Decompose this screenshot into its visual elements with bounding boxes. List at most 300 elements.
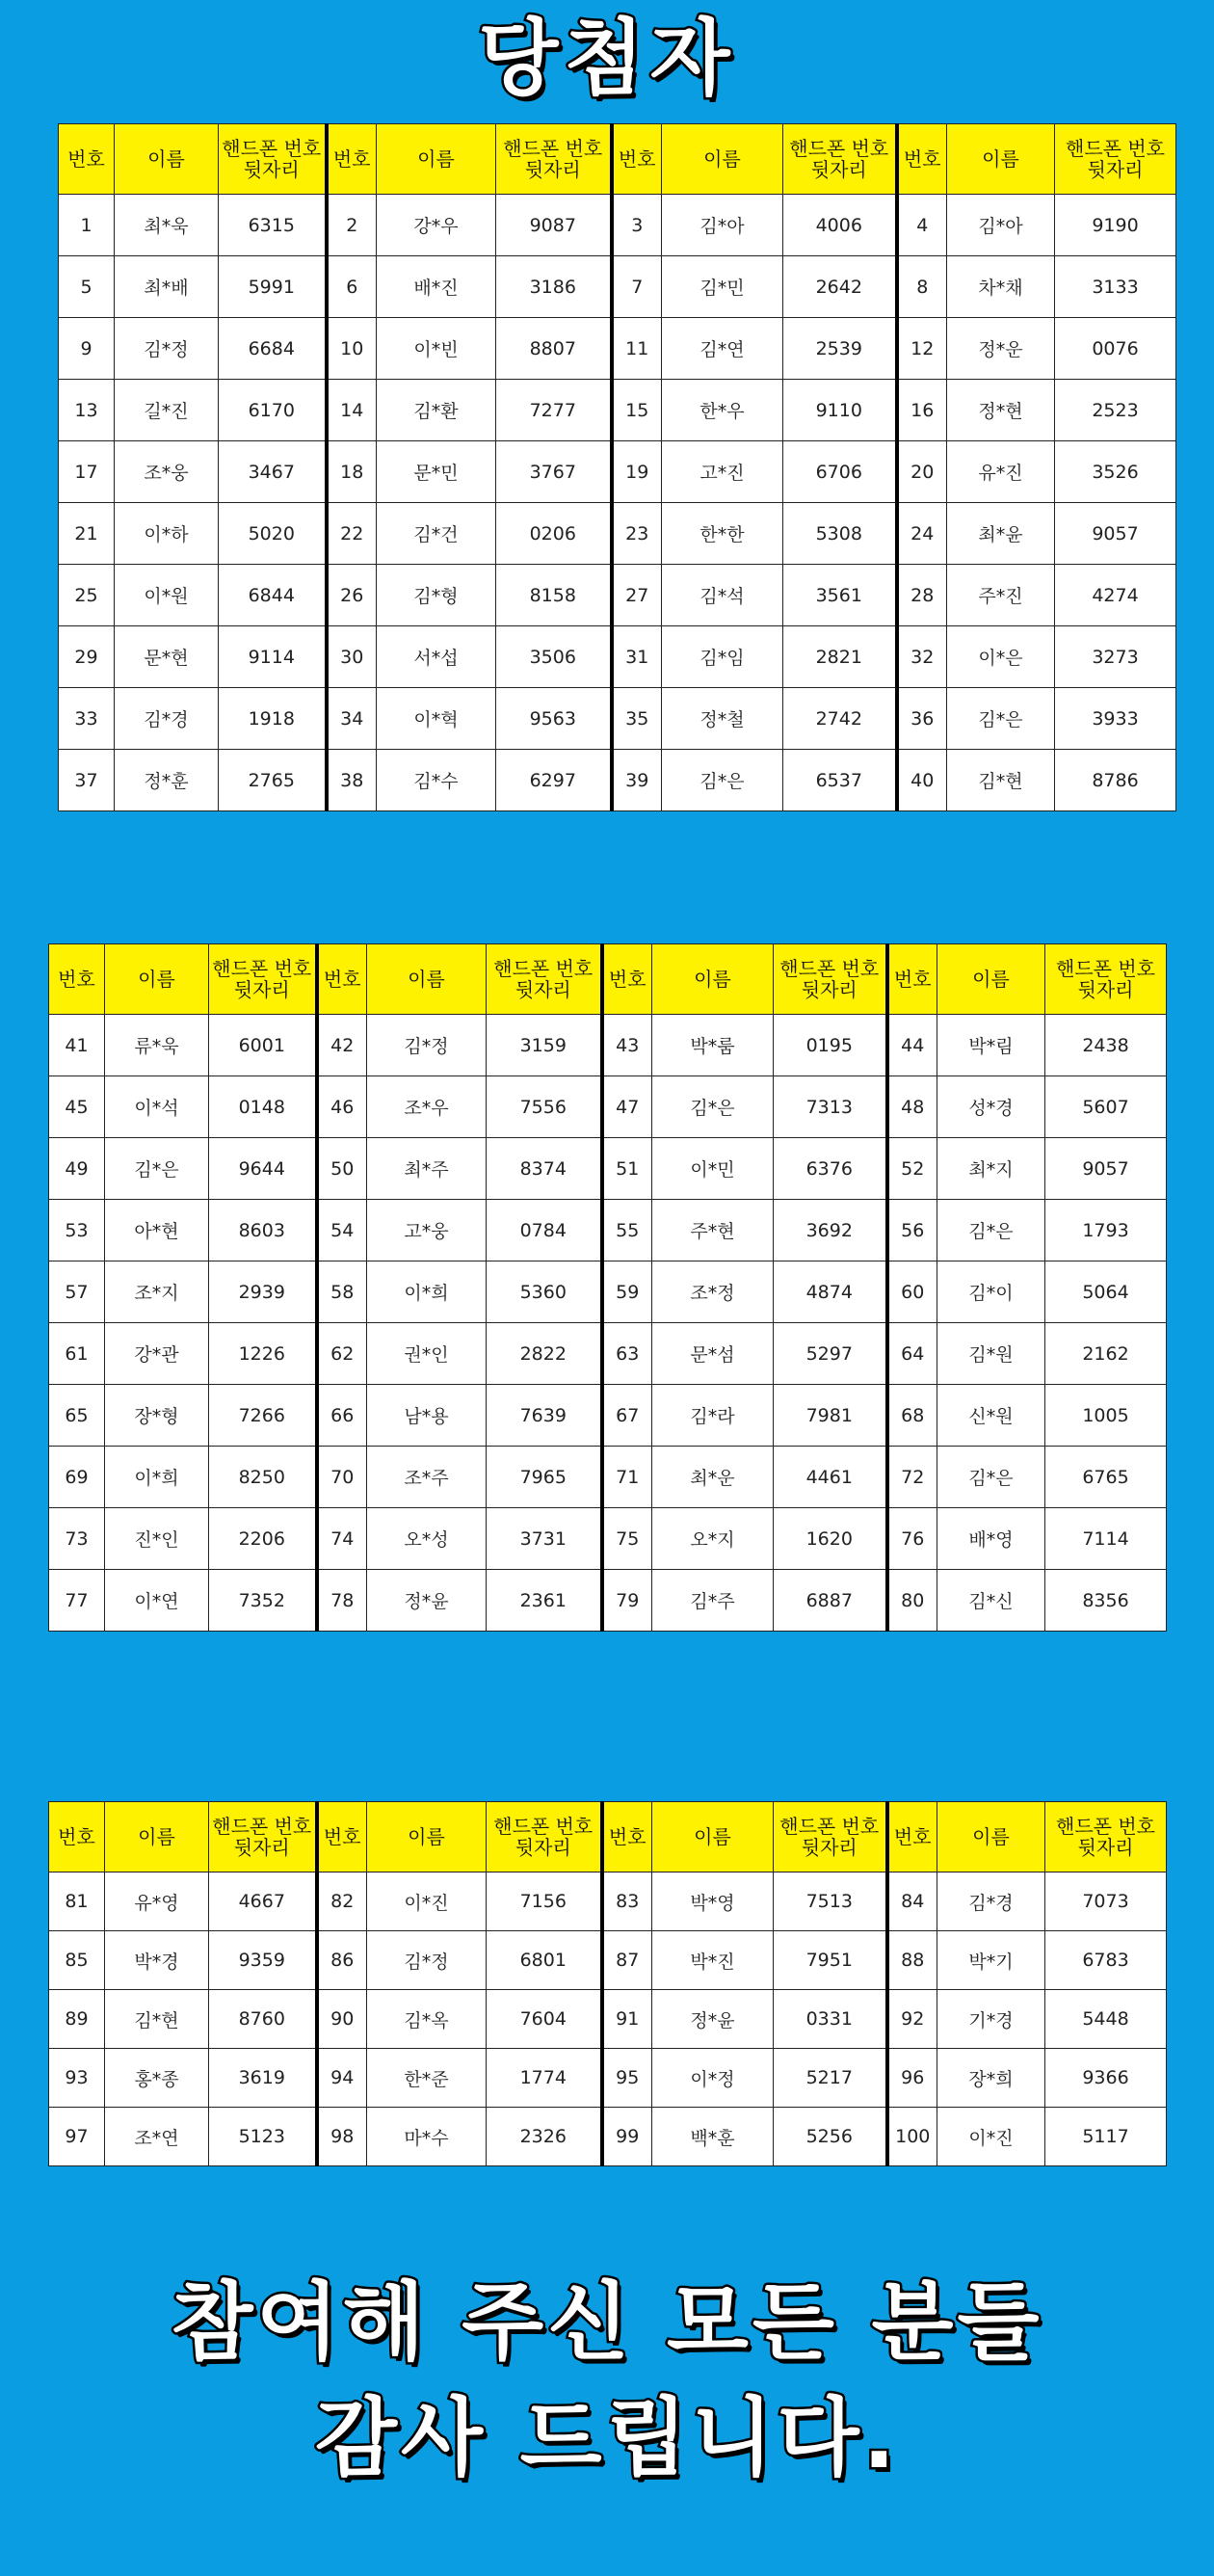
cell-phone: 6765: [1045, 1447, 1167, 1508]
header-num: 번호: [49, 944, 105, 1015]
cell-phone: 9087: [496, 195, 612, 256]
cell-phone: 2162: [1045, 1323, 1167, 1385]
cell-name: 주*진: [947, 565, 1055, 626]
cell-name: 이*은: [947, 626, 1055, 688]
cell-name: 김*원: [937, 1323, 1045, 1385]
cell-name: 최*욱: [115, 195, 219, 256]
header-phone: 핸드폰 번호 뒷자리: [774, 1802, 887, 1872]
cell-name: 최*배: [115, 256, 219, 318]
cell-phone: 8786: [1055, 750, 1176, 811]
cell-name: 문*민: [377, 441, 496, 503]
cell-name: 이*석: [105, 1076, 209, 1138]
cell-phone: 3561: [783, 565, 897, 626]
cell-phone: 2326: [487, 2108, 602, 2166]
header-name: 이름: [367, 1802, 487, 1872]
cell-phone: 7114: [1045, 1508, 1167, 1570]
table-row: [59, 750, 1176, 811]
cell-phone: 7266: [209, 1385, 317, 1447]
cell-num: 17: [59, 441, 115, 503]
cell-num: 8: [897, 256, 947, 318]
cell-name: 김*형: [377, 565, 496, 626]
cell-phone: 7639: [487, 1385, 602, 1447]
cell-name: 김*석: [662, 565, 783, 626]
cell-num: 63: [602, 1323, 652, 1385]
table-row: [59, 318, 1176, 380]
cell-num: 7: [612, 256, 662, 318]
cell-num: 43: [602, 1015, 652, 1076]
cell-num: 99: [602, 2108, 652, 2166]
cell-phone: 9190: [1055, 195, 1176, 256]
cell-phone: 2438: [1045, 1015, 1167, 1076]
cell-name: 주*현: [652, 1200, 774, 1261]
cell-phone: 8158: [496, 565, 612, 626]
cell-name: 정*철: [662, 688, 783, 750]
cell-name: 문*현: [115, 626, 219, 688]
cell-phone: 6001: [209, 1015, 317, 1076]
cell-phone: 7156: [487, 1872, 602, 1931]
table-row: [49, 1570, 1167, 1632]
cell-name: 김*은: [947, 688, 1055, 750]
cell-name: 조*주: [367, 1447, 487, 1508]
cell-num: 20: [897, 441, 947, 503]
cell-name: 정*운: [947, 318, 1055, 380]
cell-name: 김*연: [662, 318, 783, 380]
cell-phone: 2206: [209, 1508, 317, 1570]
cell-phone: 2939: [209, 1261, 317, 1323]
cell-num: 48: [887, 1076, 937, 1138]
cell-phone: 3273: [1055, 626, 1176, 688]
cell-phone: 9057: [1045, 1138, 1167, 1200]
cell-num: 32: [897, 626, 947, 688]
cell-phone: 3731: [487, 1508, 602, 1570]
cell-phone: 7981: [774, 1385, 887, 1447]
cell-name: 최*주: [367, 1138, 487, 1200]
cell-name: 김*정: [367, 1015, 487, 1076]
cell-num: 95: [602, 2049, 652, 2108]
cell-name: 이*희: [367, 1261, 487, 1323]
cell-name: 장*형: [105, 1385, 209, 1447]
cell-name: 이*하: [115, 503, 219, 565]
cell-num: 4: [897, 195, 947, 256]
cell-phone: 6376: [774, 1138, 887, 1200]
cell-num: 52: [887, 1138, 937, 1200]
cell-phone: 2523: [1055, 380, 1176, 441]
cell-num: 85: [49, 1931, 105, 1990]
cell-num: 6: [327, 256, 377, 318]
cell-num: 86: [317, 1931, 367, 1990]
header-name: 이름: [937, 944, 1045, 1015]
cell-num: 23: [612, 503, 662, 565]
cell-phone: 3692: [774, 1200, 887, 1261]
header-phone: 핸드폰 번호 뒷자리: [1055, 124, 1176, 195]
cell-num: 51: [602, 1138, 652, 1200]
cell-name: 이*진: [937, 2108, 1045, 2166]
cell-num: 53: [49, 1200, 105, 1261]
cell-num: 36: [897, 688, 947, 750]
cell-name: 김*환: [377, 380, 496, 441]
cell-num: 40: [897, 750, 947, 811]
cell-name: 고*웅: [367, 1200, 487, 1261]
cell-phone: 2361: [487, 1570, 602, 1632]
cell-num: 61: [49, 1323, 105, 1385]
cell-phone: 5020: [219, 503, 327, 565]
cell-phone: 0076: [1055, 318, 1176, 380]
header-num: 번호: [897, 124, 947, 195]
cell-name: 김*라: [652, 1385, 774, 1447]
header-num: 번호: [602, 944, 652, 1015]
cell-phone: 7556: [487, 1076, 602, 1138]
cell-name: 박*경: [105, 1931, 209, 1990]
cell-num: 27: [612, 565, 662, 626]
header-name: 이름: [662, 124, 783, 195]
cell-num: 62: [317, 1323, 367, 1385]
header-phone: 핸드폰 번호 뒷자리: [496, 124, 612, 195]
cell-num: 10: [327, 318, 377, 380]
cell-name: 최*지: [937, 1138, 1045, 1200]
cell-num: 50: [317, 1138, 367, 1200]
header-phone: 핸드폰 번호 뒷자리: [487, 1802, 602, 1872]
table-row: [49, 1323, 1167, 1385]
cell-name: 한*준: [367, 2049, 487, 2108]
table-row: [49, 2049, 1167, 2108]
cell-num: 28: [897, 565, 947, 626]
cell-num: 33: [59, 688, 115, 750]
cell-name: 이*진: [367, 1872, 487, 1931]
cell-phone: 2821: [783, 626, 897, 688]
header-row: [59, 124, 1176, 195]
cell-name: 아*현: [105, 1200, 209, 1261]
cell-num: 31: [612, 626, 662, 688]
cell-name: 이*희: [105, 1447, 209, 1508]
cell-name: 김*현: [105, 1990, 209, 2049]
table-row: [49, 1931, 1167, 1990]
cell-name: 문*섬: [652, 1323, 774, 1385]
cell-name: 배*진: [377, 256, 496, 318]
table-row: [49, 1200, 1167, 1261]
header-num: 번호: [317, 944, 367, 1015]
cell-num: 70: [317, 1447, 367, 1508]
cell-phone: 6783: [1045, 1931, 1167, 1990]
cell-phone: 4006: [783, 195, 897, 256]
cell-num: 22: [327, 503, 377, 565]
cell-name: 조*정: [652, 1261, 774, 1323]
cell-num: 56: [887, 1200, 937, 1261]
cell-name: 박*기: [937, 1931, 1045, 1990]
cell-phone: 8250: [209, 1447, 317, 1508]
cell-num: 73: [49, 1508, 105, 1570]
cell-phone: 1226: [209, 1323, 317, 1385]
cell-num: 19: [612, 441, 662, 503]
cell-name: 신*원: [937, 1385, 1045, 1447]
header-num: 번호: [887, 944, 937, 1015]
cell-name: 김*은: [937, 1447, 1045, 1508]
cell-name: 류*욱: [105, 1015, 209, 1076]
cell-num: 46: [317, 1076, 367, 1138]
cell-phone: 7965: [487, 1447, 602, 1508]
cell-name: 최*윤: [947, 503, 1055, 565]
table-row: [59, 565, 1176, 626]
header-phone: 핸드폰 번호 뒷자리: [1045, 944, 1167, 1015]
header-phone: 핸드폰 번호 뒷자리: [209, 1802, 317, 1872]
cell-name: 성*경: [937, 1076, 1045, 1138]
cell-num: 25: [59, 565, 115, 626]
cell-phone: 9057: [1055, 503, 1176, 565]
cell-phone: 0331: [774, 1990, 887, 2049]
cell-num: 39: [612, 750, 662, 811]
cell-phone: 8760: [209, 1990, 317, 2049]
table-row: [49, 1138, 1167, 1200]
cell-phone: 1774: [487, 2049, 602, 2108]
cell-phone: 1620: [774, 1508, 887, 1570]
cell-phone: 6315: [219, 195, 327, 256]
cell-phone: 3619: [209, 2049, 317, 2108]
cell-num: 18: [327, 441, 377, 503]
cell-phone: 6887: [774, 1570, 887, 1632]
cell-phone: 5991: [219, 256, 327, 318]
cell-num: 83: [602, 1872, 652, 1931]
cell-num: 66: [317, 1385, 367, 1447]
table-row: [49, 2108, 1167, 2166]
table-row: [49, 1385, 1167, 1447]
cell-num: 74: [317, 1508, 367, 1570]
cell-num: 16: [897, 380, 947, 441]
cell-num: 9: [59, 318, 115, 380]
cell-phone: 0195: [774, 1015, 887, 1076]
cell-name: 김*주: [652, 1570, 774, 1632]
cell-phone: 5117: [1045, 2108, 1167, 2166]
table-row: [49, 1015, 1167, 1076]
cell-phone: 8374: [487, 1138, 602, 1200]
cell-num: 34: [327, 688, 377, 750]
cell-phone: 5064: [1045, 1261, 1167, 1323]
cell-name: 김*경: [937, 1872, 1045, 1931]
header-phone: 핸드폰 번호 뒷자리: [219, 124, 327, 195]
cell-num: 41: [49, 1015, 105, 1076]
cell-num: 38: [327, 750, 377, 811]
cell-name: 김*건: [377, 503, 496, 565]
cell-name: 정*훈: [115, 750, 219, 811]
cell-phone: 3133: [1055, 256, 1176, 318]
header-name: 이름: [652, 1802, 774, 1872]
cell-num: 84: [887, 1872, 937, 1931]
header-num: 번호: [59, 124, 115, 195]
cell-num: 29: [59, 626, 115, 688]
cell-name: 차*채: [947, 256, 1055, 318]
cell-phone: 7513: [774, 1872, 887, 1931]
cell-phone: 5607: [1045, 1076, 1167, 1138]
cell-num: 42: [317, 1015, 367, 1076]
cell-phone: 3506: [496, 626, 612, 688]
cell-num: 78: [317, 1570, 367, 1632]
header-num: 번호: [887, 1802, 937, 1872]
cell-phone: 5256: [774, 2108, 887, 2166]
cell-name: 박*영: [652, 1872, 774, 1931]
cell-name: 진*인: [105, 1508, 209, 1570]
cell-num: 37: [59, 750, 115, 811]
cell-num: 64: [887, 1323, 937, 1385]
cell-num: 77: [49, 1570, 105, 1632]
cell-phone: 6844: [219, 565, 327, 626]
cell-num: 67: [602, 1385, 652, 1447]
cell-phone: 7073: [1045, 1872, 1167, 1931]
cell-name: 남*용: [367, 1385, 487, 1447]
cell-name: 홍*종: [105, 2049, 209, 2108]
table-row: [49, 1261, 1167, 1323]
cell-name: 이*민: [652, 1138, 774, 1200]
cell-name: 김*은: [662, 750, 783, 811]
cell-num: 49: [49, 1138, 105, 1200]
cell-name: 정*현: [947, 380, 1055, 441]
winners-table-3: [48, 1801, 1167, 2166]
cell-name: 조*우: [367, 1076, 487, 1138]
cell-phone: 4874: [774, 1261, 887, 1323]
cell-num: 13: [59, 380, 115, 441]
cell-name: 기*경: [937, 1990, 1045, 2049]
cell-phone: 7951: [774, 1931, 887, 1990]
header-name: 이름: [105, 944, 209, 1015]
table-row: [49, 1872, 1167, 1931]
cell-phone: 6801: [487, 1931, 602, 1990]
header-phone: 핸드폰 번호 뒷자리: [1045, 1802, 1167, 1872]
cell-phone: 5448: [1045, 1990, 1167, 2049]
cell-num: 72: [887, 1447, 937, 1508]
cell-phone: 7352: [209, 1570, 317, 1632]
cell-num: 71: [602, 1447, 652, 1508]
cell-name: 김*정: [115, 318, 219, 380]
header-num: 번호: [327, 124, 377, 195]
cell-name: 김*정: [367, 1931, 487, 1990]
cell-num: 91: [602, 1990, 652, 2049]
table-row: [49, 1508, 1167, 1570]
cell-num: 98: [317, 2108, 367, 2166]
header-name: 이름: [937, 1802, 1045, 1872]
cell-name: 유*영: [105, 1872, 209, 1931]
cell-phone: 3159: [487, 1015, 602, 1076]
cell-name: 박*진: [652, 1931, 774, 1990]
cell-phone: 7277: [496, 380, 612, 441]
cell-name: 배*영: [937, 1508, 1045, 1570]
cell-name: 오*지: [652, 1508, 774, 1570]
winners-table-1: [58, 123, 1176, 811]
cell-num: 75: [602, 1508, 652, 1570]
cell-num: 60: [887, 1261, 937, 1323]
cell-name: 김*민: [662, 256, 783, 318]
cell-phone: 2642: [783, 256, 897, 318]
cell-name: 김*아: [947, 195, 1055, 256]
table-row: [59, 380, 1176, 441]
cell-name: 고*진: [662, 441, 783, 503]
cell-num: 90: [317, 1990, 367, 2049]
cell-name: 김*임: [662, 626, 783, 688]
cell-num: 2: [327, 195, 377, 256]
table-row: [59, 688, 1176, 750]
cell-phone: 6170: [219, 380, 327, 441]
cell-name: 조*연: [105, 2108, 209, 2166]
cell-num: 11: [612, 318, 662, 380]
cell-phone: 1793: [1045, 1200, 1167, 1261]
cell-phone: 3467: [219, 441, 327, 503]
cell-num: 54: [317, 1200, 367, 1261]
cell-phone: 3526: [1055, 441, 1176, 503]
cell-name: 정*윤: [367, 1570, 487, 1632]
cell-num: 5: [59, 256, 115, 318]
cell-num: 79: [602, 1570, 652, 1632]
header-name: 이름: [947, 124, 1055, 195]
cell-name: 김*옥: [367, 1990, 487, 2049]
cell-name: 김*수: [377, 750, 496, 811]
cell-num: 12: [897, 318, 947, 380]
header-phone: 핸드폰 번호 뒷자리: [783, 124, 897, 195]
table-row: [49, 1990, 1167, 2049]
header-phone: 핸드폰 번호 뒷자리: [209, 944, 317, 1015]
cell-phone: 4274: [1055, 565, 1176, 626]
cell-name: 이*연: [105, 1570, 209, 1632]
cell-phone: 4461: [774, 1447, 887, 1508]
cell-name: 유*진: [947, 441, 1055, 503]
table-row: [59, 256, 1176, 318]
cell-phone: 9644: [209, 1138, 317, 1200]
cell-name: 김*신: [937, 1570, 1045, 1632]
cell-num: 35: [612, 688, 662, 750]
cell-phone: 5308: [783, 503, 897, 565]
cell-name: 한*한: [662, 503, 783, 565]
cell-name: 길*진: [115, 380, 219, 441]
cell-name: 조*지: [105, 1261, 209, 1323]
cell-phone: 0148: [209, 1076, 317, 1138]
cell-num: 59: [602, 1261, 652, 1323]
cell-phone: 6684: [219, 318, 327, 380]
cell-num: 96: [887, 2049, 937, 2108]
cell-num: 80: [887, 1570, 937, 1632]
cell-name: 이*원: [115, 565, 219, 626]
header-num: 번호: [612, 124, 662, 195]
cell-name: 장*희: [937, 2049, 1045, 2108]
cell-name: 박*림: [937, 1015, 1045, 1076]
cell-name: 강*우: [377, 195, 496, 256]
cell-num: 26: [327, 565, 377, 626]
cell-phone: 0784: [487, 1200, 602, 1261]
cell-name: 강*관: [105, 1323, 209, 1385]
cell-phone: 1005: [1045, 1385, 1167, 1447]
cell-name: 이*정: [652, 2049, 774, 2108]
table-row: [59, 441, 1176, 503]
cell-phone: 8356: [1045, 1570, 1167, 1632]
cell-name: 한*우: [662, 380, 783, 441]
cell-num: 21: [59, 503, 115, 565]
cell-phone: 5360: [487, 1261, 602, 1323]
cell-num: 93: [49, 2049, 105, 2108]
cell-phone: 6706: [783, 441, 897, 503]
cell-num: 81: [49, 1872, 105, 1931]
cell-num: 87: [602, 1931, 652, 1990]
header-phone: 핸드폰 번호 뒷자리: [774, 944, 887, 1015]
header-name: 이름: [105, 1802, 209, 1872]
cell-num: 100: [887, 2108, 937, 2166]
cell-num: 97: [49, 2108, 105, 2166]
cell-phone: 5123: [209, 2108, 317, 2166]
cell-phone: 5217: [774, 2049, 887, 2108]
cell-name: 김*은: [652, 1076, 774, 1138]
cell-num: 68: [887, 1385, 937, 1447]
table-row: [59, 626, 1176, 688]
header-name: 이름: [115, 124, 219, 195]
cell-phone: 2539: [783, 318, 897, 380]
cell-phone: 0206: [496, 503, 612, 565]
cell-num: 44: [887, 1015, 937, 1076]
cell-num: 14: [327, 380, 377, 441]
cell-num: 76: [887, 1508, 937, 1570]
cell-phone: 9359: [209, 1931, 317, 1990]
